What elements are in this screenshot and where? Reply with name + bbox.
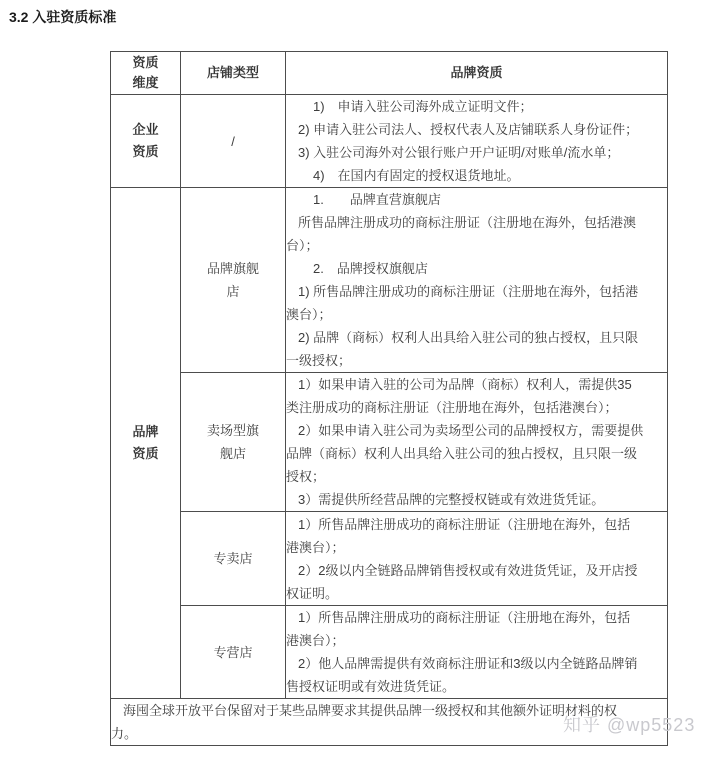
enterprise-row xyxy=(111,95,668,188)
brand-dim-line2: 资质 xyxy=(132,446,159,461)
footer-note-row xyxy=(111,699,668,746)
enterprise-qual-cell xyxy=(286,95,668,188)
footer-note-cell xyxy=(111,699,668,746)
zhihu-watermark: 知乎 @wp5523 xyxy=(563,715,696,735)
qual-line: 授权； xyxy=(286,469,326,484)
qual-line: 港澳台）； xyxy=(286,539,345,555)
qual-line: 权证明。 xyxy=(286,585,339,601)
brand-franchise-type-cell xyxy=(181,606,286,699)
qualification-table xyxy=(110,51,668,746)
brand-mall-qual-cell xyxy=(286,373,668,512)
qual-line: 4) 在国内有固定的授权退货地址。 xyxy=(313,168,520,183)
footer-line: 海囤全球开放平台保留对于某些品牌要求其提供品牌一级授权和其他额外证明材料的权 xyxy=(123,703,618,718)
qual-line: 1）如果申请入驻的公司为品牌（商标）权利人，需提供35 xyxy=(298,377,632,392)
qual-line: 一级授权； xyxy=(286,353,352,368)
header-dimension-line1: 资质 xyxy=(132,55,159,70)
header-cell-brand-qual: 品牌资质 xyxy=(286,52,668,95)
footer-line: 力。 xyxy=(111,726,138,741)
enterprise-dim-line2: 资质 xyxy=(132,144,159,159)
qual-line: 2) 申请入驻公司法人、授权代表人及店铺联系人身份证件； xyxy=(298,122,639,137)
qual-line: 2）2级以内全链路品牌销售授权或有效进货凭证，及开店授 xyxy=(298,562,638,578)
qual-line: 售授权证明或有效进货凭证。 xyxy=(286,679,456,694)
header-cell-store-type: 店铺类型 xyxy=(181,52,286,95)
brand-exclusive-type-cell xyxy=(181,512,286,606)
qual-line: 港澳台）； xyxy=(286,633,345,648)
enterprise-dim-line1: 企业 xyxy=(132,122,159,137)
brand-dim-cell xyxy=(111,188,181,699)
qual-line: 1）所售品牌注册成功的商标注册证（注册地在海外，包括 xyxy=(298,610,631,625)
qual-line: 1）所售品牌注册成功的商标注册证（注册地在海外，包括 xyxy=(298,516,631,532)
qual-line: 台）； xyxy=(286,238,319,253)
qual-line: 1) 所售品牌注册成功的商标注册证（注册地在海外，包括港 xyxy=(298,284,639,299)
enterprise-dim-cell xyxy=(111,95,181,188)
qual-line: 2）他人品牌需提供有效商标注册证和3级以内全链路品牌销 xyxy=(298,656,638,671)
qual-line: 1. 品牌直营旗舰店 xyxy=(313,192,441,207)
enterprise-store-type-cell: / xyxy=(181,95,286,188)
brand-flagship-type-cell xyxy=(181,188,286,373)
header-dimension-line2: 维度 xyxy=(132,75,159,90)
qual-line: 3）需提供所经营品牌的完整授权链或有效进货凭证。 xyxy=(298,492,605,507)
brand-mall-row xyxy=(111,373,668,512)
table-header-row xyxy=(111,52,668,95)
store-type-label: 专营店 xyxy=(213,644,253,660)
store-type-label: 品牌旗舰店 xyxy=(206,261,259,299)
page-title: 3.2 入驻资质标准 xyxy=(9,9,117,25)
brand-exclusive-row xyxy=(111,512,668,606)
qual-line: 类注册成功的商标注册证（注册地在海外，包括港澳台）； xyxy=(286,400,618,415)
brand-mall-type-cell xyxy=(181,373,286,512)
brand-franchise-qual-cell xyxy=(286,606,668,699)
store-type-label: 卖场型旗舰店 xyxy=(206,423,259,461)
qual-line: 3) 入驻公司海外对公银行账户开户证明/对账单/流水单； xyxy=(298,145,620,160)
qual-line: 2. 品牌授权旗舰店 xyxy=(313,261,428,276)
qual-line: 澳台）； xyxy=(286,307,332,322)
brand-flagship-qual-cell xyxy=(286,188,668,373)
qual-line: 2) 品牌（商标）权利人出具给入驻公司的独占授权，且只限 xyxy=(298,330,639,345)
qual-line: 品牌（商标）权利人出具给入驻公司的独占授权，且只限一级 xyxy=(286,446,638,461)
brand-dim-line1: 品牌 xyxy=(132,424,159,439)
brand-exclusive-qual-cell xyxy=(286,512,668,606)
brand-franchise-row xyxy=(111,606,668,699)
qual-line: 1) 申请入驻公司海外成立证明文件； xyxy=(313,99,533,114)
brand-flagship-row xyxy=(111,188,668,373)
header-cell-dimension xyxy=(111,52,181,95)
store-type-label: 专卖店 xyxy=(213,551,253,566)
qual-line: 所售品牌注册成功的商标注册证（注册地在海外，包括港澳 xyxy=(298,215,637,230)
qual-line: 2）如果申请入驻公司为卖场型公司的品牌授权方，需要提供 xyxy=(298,423,644,438)
